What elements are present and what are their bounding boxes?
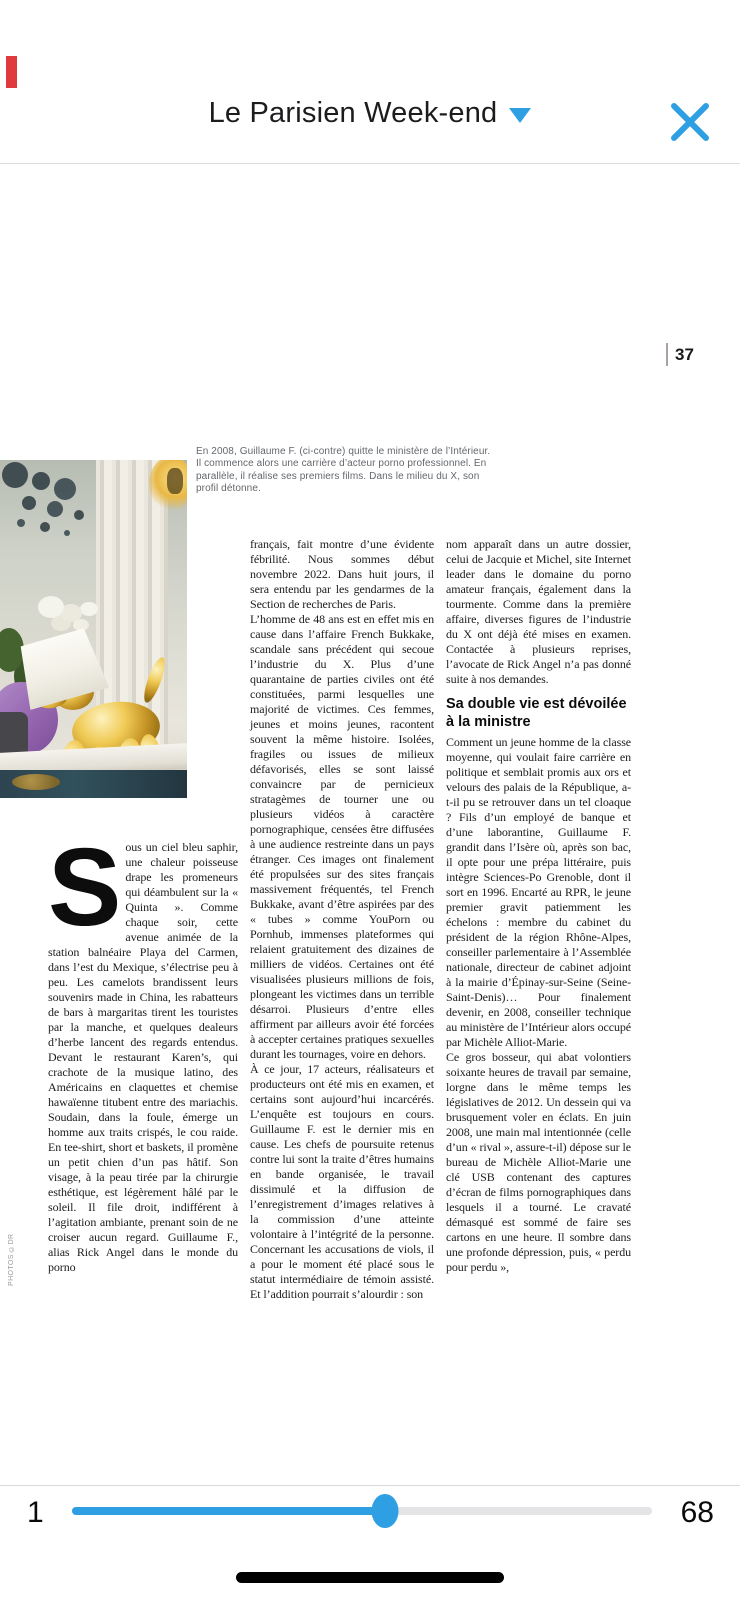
folio-divider	[666, 343, 668, 366]
page-slider[interactable]	[72, 1507, 652, 1515]
page-slider-thumb[interactable]	[372, 1494, 399, 1528]
article-column-3	[446, 537, 631, 1275]
article-column-2	[250, 537, 434, 1302]
pager-bar	[0, 1485, 740, 1600]
close-icon	[666, 98, 714, 146]
home-indicator[interactable]	[236, 1572, 504, 1583]
article-paragraph: L’homme de 48 ans est en effet mis en cause dans l’affaire French Bukkake, scandale sans précédent qui secoue l’industrie du X. Plus d’une quarantaine de parties civiles ont été constituées, parmi lesquelles une majorité de victimes. Ces femmes, jeunes et moins jeunes, racontent souvent la même histoire. Isolées, fragiles ou issues de milieux défavorisés, elles se sont laissé convaincre par de pernicieux stratagèmes de tourner une ou plusieurs vidéos à caractère pornographique, censées être diffusées à une audience restreinte dans un pays étranger. Ces images ont finalement été propulsées sur des sites français massivement fréquentés, tel French Bukkake, avant d’être aspirées par des « tubes » comme YouPorn ou Pornhub, immenses plateformes qui relaient gratuitement des dizaines de milliers de vidéos. Certaines ont été visualisées plusieurs millions de fois, plongeant les victimes dans un terrible désarroi. Plusieurs d’entre elles affirment par ailleurs avoir été forcées à accepter certaines pratiques sexuelles durant les tournages, voire en dehors.	[250, 612, 434, 1061]
chevron-down-icon	[509, 108, 531, 123]
article-paragraph	[48, 826, 238, 1275]
article-paragraph: À ce jour, 17 acteurs, réalisateurs et producteurs ont été mis en examen, et certains sont aujourd’hui incarcérés. L’enquête est toujours en cours. Guillaume F. est le dernier mis en cause. Les chefs de poursuite retenus contre lui sont la traite d’êtres humains en bande organisée, le travail dissimulé et la diffusion de l’enregistrement d’images relatives à la commission d’une atteinte volontaire à l’intégrité de la personne. Concernant les accusations de viols, il a pour le moment été placé sous le statut intermédiaire de témoin assisté. Et l’addition pourrait s’alourdir : son	[250, 1062, 434, 1301]
red-marker	[6, 56, 17, 88]
publication-title: Le Parisien Week-end	[208, 97, 498, 129]
article-photo	[0, 460, 187, 798]
photo-credit: PHOTOS ©DR	[8, 1233, 15, 1286]
page-folio	[666, 343, 694, 366]
page-number: 37	[675, 344, 694, 364]
article-paragraph: français, fait montre d’une évidente fébrilité. Nous sommes début novembre 2022. Dans huit jours, il sera entendu par les gendarmes de la Section de recherches de Paris.	[250, 537, 434, 611]
dropcap-letter: S	[48, 826, 118, 949]
photo-caption: En 2008, Guillaume F. (ci-contre) quitte le ministère de l’Intérieur. Il commence alors une carrière d’acteur porno professionnel. En parallèle, il réalise ses premiers films. Dans le milieu du X, son profil détonne.	[196, 446, 491, 495]
white-flowers	[38, 596, 64, 618]
chandelier	[2, 462, 28, 488]
page-slider-fill	[72, 1507, 385, 1515]
publication-switcher[interactable]	[0, 96, 740, 131]
close-button[interactable]	[666, 98, 714, 146]
article-paragraph: Ce gros bosseur, qui abat volontiers soixante heures de travail par semaine, lorgne dans le même temps les législatives de 2012. Un dessein qui va brusquement voler en éclats. En juin 2008, une main mal intentionnée (celle d’un « rival », assure-t-il) dépose sur le bureau de Michèle Alliot-Marie une clé USB contenant des captures d’écran de films pornographiques dans lesquels il a tourné. Le cravaté démasqué est sommé de faire ses cartons en une heure. Il sombre dans une profonde dépression, puis, « perdu pour perdu »,	[446, 1050, 631, 1274]
article-column-1	[48, 826, 238, 1275]
wall-sconce	[167, 468, 183, 494]
last-page-label: 68	[680, 1496, 714, 1529]
gold-ornament	[12, 774, 60, 790]
article-text: ous un ciel bleu saphir, une chaleur poisseuse drape les promeneurs qui déambulent sur la « Quinta ». Comme chaque soir, cette avenue animée de la station balnéaire Playa del Carmen, dans l’est du Mexique, s’électrise peu à peu. Les camelots brandissent leurs souvenirs made in China, les rabatteurs de bars à margaritas tirent les touristes par la manche, et quelques dealeurs d’herbe lancent des regards entendus. Devant le restaurant Karen’s, qui crachote de la musique latino, des Américains en claquettes et chemise hawaïenne titubent entre des mariachis. Soudain, dans la foule, émerge un homme aux traits crispés, le cou raide. En tee-shirt, short et baskets, il promène un petit chien d’un pas hâtif. Son visage, à la peau tirée par la chirurgie esthétique, est légèrement hâlé par le soleil. Il file droit, indifférent à l’agitation ambiante, prenant soin de ne croiser aucun regard. Guillaume F., alias Rick Angel dans le monde du porno	[48, 840, 238, 1274]
header-bar	[0, 0, 740, 164]
article-paragraph: Comment un jeune homme de la classe moyenne, qui voulait faire carrière en politique et semblait promis aux ors et velours des palais de la République, a-t-il pu se retrouver dans un tel cloaque ? Fils d’un employé de banque et d’une laborantine, Guillaume F. grandit dans l’Isère où, après son bac, il opte pour une prépa littéraire, puis intègre Sciences-Po Grenoble, dont il sort en 1996. Encarté au RPR, le jeune premier gravit patiemment les échelons : membre du cabinet du président de la région Rhône-Alpes, conseiller parlementaire à l’Assemblée nationale, directeur de cabinet adjoint à la mairie d’Épinay-sur-Seine (Seine-Saint-Denis)… Pour finalement devenir, en 2008, conseiller technique au ministère de l’Intérieur alors occupé par Michèle Alliot-Marie.	[446, 735, 631, 1049]
section-subheading: Sa double vie est dévoilée à la ministre	[446, 696, 627, 730]
first-page-label: 1	[27, 1496, 44, 1529]
article-paragraph: nom apparaît dans un autre dossier, celui de Jacquie et Michel, site Internet leader dans le domaine du porno amateur français, également dans la tourmente. Comme dans la première affaire, diverses figures de l’industrie du X ont déjà été mises en examen. Contactée à plusieurs reprises, l’avocate de Rick Angel n’a pas donné suite à nos demandes.	[446, 537, 631, 686]
